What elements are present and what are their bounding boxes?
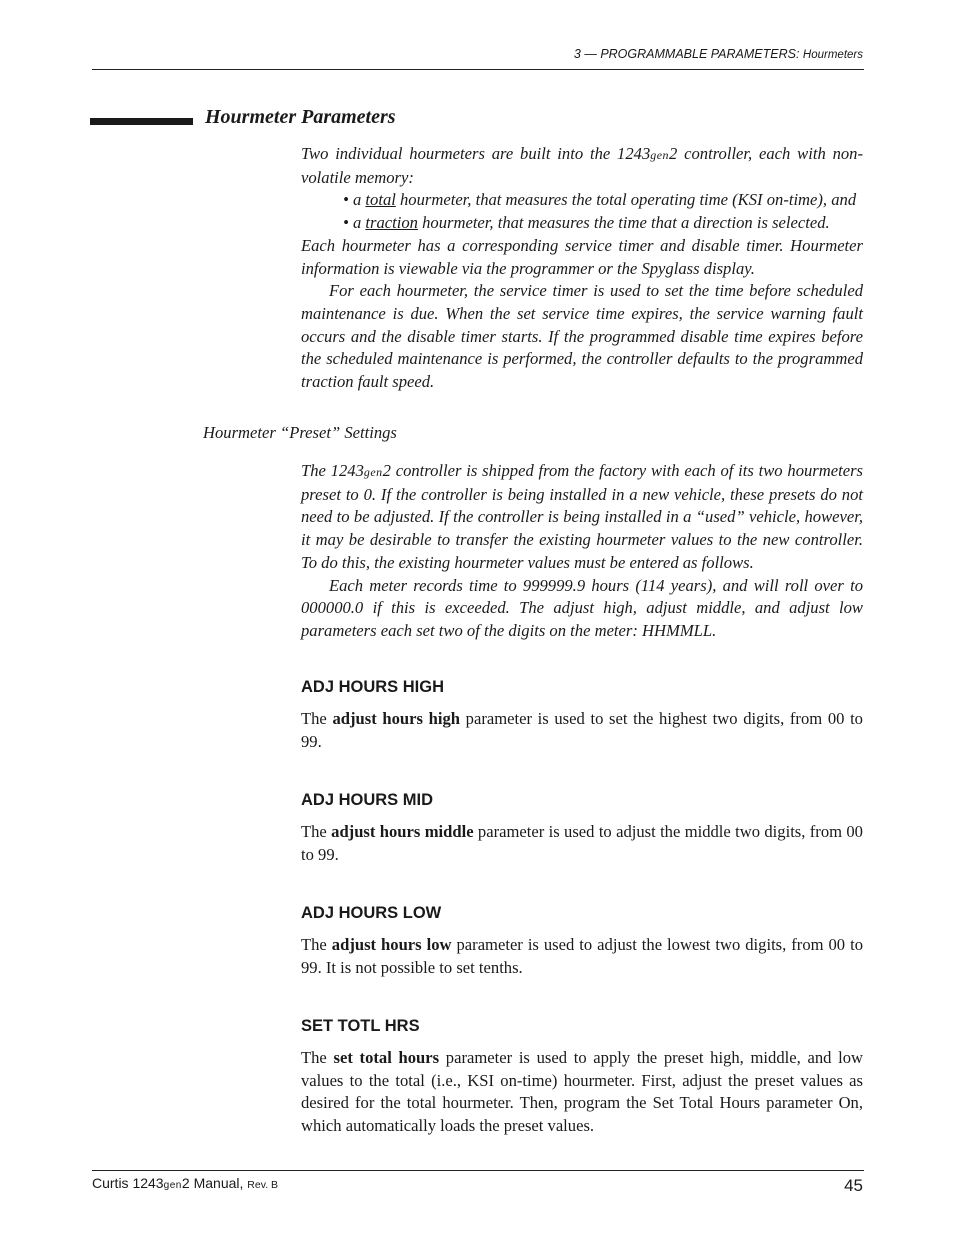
bullet-1-post: hourmeter, that measures the total operating time (KSI on-time), and: [395, 190, 857, 210]
bullet-2-word: traction: [365, 213, 418, 233]
bullet-2-post: hourmeter, that measures the time that a direction is selected.: [417, 213, 830, 233]
preset-gen: gen: [363, 465, 383, 479]
header-rule: [92, 69, 864, 70]
param-2-post: parameter is used to adjust the lowest two digits, from 00 to 99. It is not possible to set tenths.: [301, 935, 864, 977]
footer-rule: [92, 1170, 864, 1171]
running-header-chapter: 3 — PROGRAMMABLE PARAMETERS:: [573, 47, 800, 61]
bullet-2-pre: a: [352, 213, 366, 233]
footer-title-b: 2 Manual,: [181, 1175, 244, 1191]
page-number: 45: [844, 1176, 863, 1195]
param-heading-adj-hours-high: ADJ HOURS HIGH: [301, 678, 445, 696]
preset-block: [301, 460, 863, 643]
param-0-pre: The: [301, 709, 333, 728]
param-0-post: parameter is used to set the highest two digits, from 00 to 99.: [301, 709, 863, 751]
footer-revision: Rev. B: [247, 1179, 279, 1191]
bullet-1-pre: a: [352, 190, 366, 210]
bullet-1-word: total: [365, 190, 396, 210]
preset-paragraph-1: [301, 460, 863, 575]
param-0-bold: adjust hours high: [332, 709, 460, 728]
bullet-traction: • a traction hourmeter, that measures the time that a direction is selected.: [343, 213, 830, 233]
footer-title: [92, 1175, 278, 1191]
subsection-title: Hourmeter “Preset” Settings: [203, 423, 397, 442]
intro-paragraph-2: Each hourmeter has a corresponding service timer and disable timer. Hourmeter information is viewable via the programmer or the Spyglass display.: [301, 235, 863, 278]
section-title: Hourmeter Parameters: [205, 106, 396, 128]
intro-text-b: 2 controller, each with non-volatile memory:: [301, 144, 863, 187]
param-text-set-totl-hrs: [301, 1047, 863, 1138]
param-text-adj-hours-mid: [301, 821, 863, 866]
param-1-pre: The: [301, 822, 332, 841]
param-text-adj-hours-low: [301, 934, 863, 979]
param-1-post: parameter is used to adjust the middle two digits, from 00 to 99.: [301, 822, 863, 864]
preset-text-a: The 1243: [301, 461, 364, 480]
footer-title-a: Curtis 1243: [92, 1175, 164, 1191]
footer-gen: gen: [163, 1180, 182, 1191]
param-1-bold: adjust hours middle: [331, 822, 474, 841]
param-3-pre: The: [301, 1048, 334, 1067]
intro-paragraph-3: For each hourmeter, the service timer is used to set the time before scheduled maintenance is due. When the set service time expires, the service warning fault occurs and the disable timer starts. If the programmed disable time expires before the scheduled maintenance is performed, the controller defaults to the programmed traction fault speed.: [301, 281, 863, 392]
param-heading-set-totl-hrs: SET TOTL HRS: [301, 1017, 420, 1035]
param-3-bold: set total hours: [333, 1048, 440, 1067]
param-heading-adj-hours-low: ADJ HOURS LOW: [301, 904, 442, 922]
intro-gen: gen: [650, 148, 669, 162]
preset-text-b: 2 controller is shipped from the factory with each of its two hourmeters preset to 0. If the controller is being installed in a new vehicle, these presets do not need to be adjusted. If the controller is being installed in a “used” vehicle, however, it may be desirable to transfer the existing hourmeter values to the new controller. To do this, the existing hourmeter values must be entered as follows.: [301, 461, 863, 572]
intro-text-a: Two individual hourmeters are built into the 1243: [301, 144, 651, 163]
running-header: [574, 47, 863, 61]
param-text-adj-hours-high: [301, 708, 863, 753]
param-3-post: parameter is used to apply the preset high, middle, and low values to the total (i.e., KSI on-time) hourmeter. First, adjust the preset values as desired for the total hourmeter. Then, program the Set Total Hours parameter On, which automatically loads the preset values.: [301, 1048, 864, 1136]
running-header-topic: Hourmeters: [802, 49, 863, 61]
preset-paragraph-2: Each meter records time to 999999.9 hours (114 years), and will roll over to 000000.0 if this is exceeded. The adjust high, adjust middle, and adjust low parameters each set two of the digits on the meter: HHMMLL.: [301, 575, 863, 640]
param-2-pre: The: [301, 935, 332, 954]
param-heading-adj-hours-mid: ADJ HOURS MID: [301, 791, 434, 809]
intro-paragraph-1: [301, 143, 863, 189]
section-marker-bar: [90, 118, 193, 125]
param-2-bold: adjust hours low: [331, 935, 452, 954]
bullet-total: • a total hourmeter, that measures the total operating time (KSI on-time), and: [343, 190, 857, 210]
intro-block: [301, 143, 863, 394]
